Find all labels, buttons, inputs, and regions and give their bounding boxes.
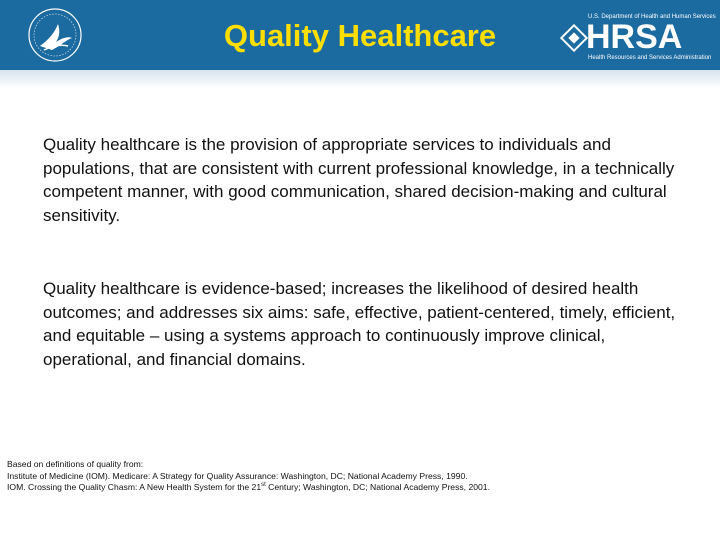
source-citation: [7, 459, 707, 494]
source-reference-1: Institute of Medicine (IOM). Medicare: A Strategy for Quality Assurance: Washington, DC; National Academy Press, 1990.: [7, 470, 468, 481]
source-intro: Based on definitions of quality from:: [7, 459, 144, 469]
hrsa-wordmark: HRSA: [586, 18, 683, 56]
page-title: Quality Healthcare: [223, 18, 497, 53]
source-reference-2-superscript: st: [261, 482, 266, 489]
hrsa-department-text: U.S. Department of Health and Human Services: [588, 14, 716, 20]
definition-paragraph-1: Quality healthcare is the provision of appropriate services to individuals and populations, that are consistent with current professional knowledge, in a technically competent manner, with good communication, shared decision-making and cultural sensitivity.: [43, 135, 675, 225]
header-gradient-band: [0, 70, 720, 88]
definition-paragraph-2: Quality healthcare is evidence-based; increases the likelihood of desired health outcomes; and addresses six aims: safe, effective, patient-centered, timely, efficient, and equitable – using a systems approach to continuously improve clinical, operational, and financial domains.: [43, 279, 676, 369]
source-reference-2-tail: Century; Washington, DC; National Academy Press, 2001.: [265, 482, 490, 492]
source-reference-2: [7, 482, 707, 494]
source-reference-2-text: IOM. Crossing the Quality Chasm: A New Health System for the 21: [7, 482, 262, 492]
hrsa-agency-text: Health Resources and Services Administration: [588, 55, 712, 61]
